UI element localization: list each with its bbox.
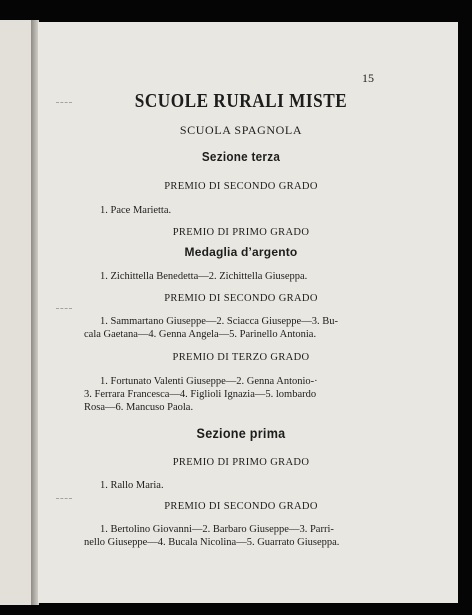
- school-name: SCUOLA SPAGNOLA: [179, 123, 303, 137]
- left-page-edge: [0, 20, 32, 605]
- prize-heading: PREMIO DI PRIMO GRADO: [172, 457, 310, 468]
- list-item-line: cala Gaetana—4. Genna Angela—5. Parinello Antonia.: [84, 329, 317, 340]
- section-heading-third: Sezione terza: [201, 149, 281, 164]
- binding-stitch: [56, 308, 72, 309]
- medal-heading: Medaglia d’argento: [184, 245, 298, 259]
- list-item-line: 1. Sammartano Giuseppe—2. Sciacca Giuseppe—3. Bu-: [100, 316, 338, 327]
- section-heading-first: Sezione prima: [196, 425, 286, 441]
- prize-heading: PREMIO DI SECONDO GRADO: [164, 181, 318, 192]
- prize-heading: PREMIO DI SECONDO GRADO: [164, 293, 318, 304]
- page-number: 15: [362, 71, 374, 85]
- document-title: SCUOLE RURALI MISTE: [134, 90, 348, 112]
- list-item-line: Rosa—6. Mancuso Paola.: [84, 402, 194, 413]
- list-item: 1. Pace Marietta.: [100, 205, 172, 216]
- binding-stitch: [56, 498, 72, 499]
- list-item: 1. Rallo Maria.: [100, 480, 164, 491]
- list-item-line: 3. Ferrara Francesca—4. Figlioli Ignazia—5. lombardo: [84, 389, 317, 400]
- list-item-line: 1. Bertolino Giovanni—2. Barbaro Giuseppe—3. Parri-: [100, 524, 334, 535]
- prize-heading: PREMIO DI PRIMO GRADO: [172, 227, 310, 238]
- prize-heading: PREMIO DI SECONDO GRADO: [164, 501, 318, 512]
- printed-page: [38, 22, 458, 603]
- list-item: [84, 375, 392, 414]
- prize-heading: PREMIO DI TERZO GRADO: [172, 352, 310, 363]
- list-item-line: 1. Fortunato Valenti Giuseppe—2. Genna Antonio-·: [100, 376, 318, 387]
- list-item: 1. Zichittella Benedetta—2. Zichittella Giuseppa.: [100, 271, 308, 282]
- list-item-line: nello Giuseppe—4. Bucala Nicolina—5. Guarrato Giuseppa.: [84, 537, 340, 548]
- list-item: [84, 523, 392, 549]
- list-item: [84, 315, 392, 341]
